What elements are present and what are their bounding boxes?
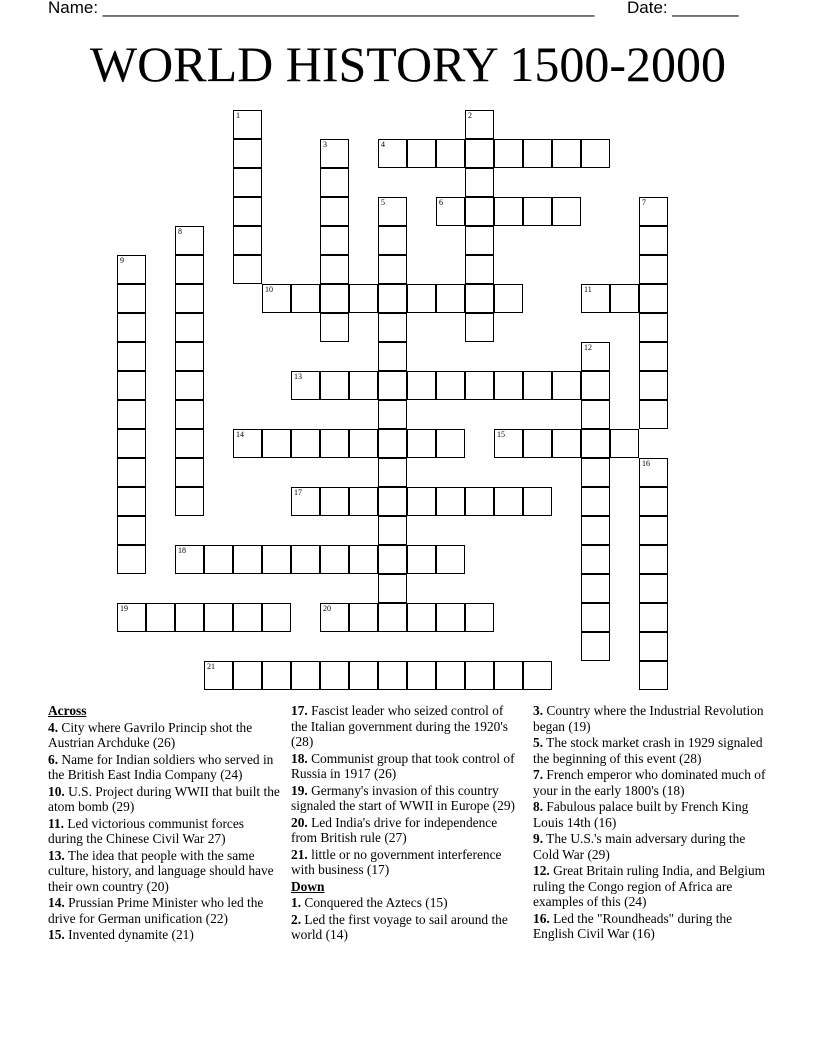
grid-cell[interactable]	[378, 255, 407, 284]
grid-cell[interactable]	[175, 429, 204, 458]
clue-down-7	[533, 767, 769, 798]
across-heading: Across	[48, 703, 87, 718]
grid-cell[interactable]	[494, 487, 523, 516]
grid-cell[interactable]	[465, 371, 494, 400]
clue-text: The idea that people with the same culture, history, and language should have their own country (20)	[48, 847, 274, 894]
clue-number-label: 17	[294, 488, 302, 497]
grid-cell[interactable]	[233, 603, 262, 632]
grid-cell[interactable]	[639, 313, 668, 342]
grid-cell[interactable]	[465, 197, 494, 226]
date-field-label: Date: _______	[627, 0, 739, 17]
grid-cell[interactable]	[639, 400, 668, 429]
grid-cell[interactable]	[117, 458, 146, 487]
name-field-label: Name: ____________________________________________________	[48, 0, 595, 17]
clue-down-8	[533, 799, 769, 830]
grid-cell[interactable]	[117, 487, 146, 516]
page-title: WORLD HISTORY 1500-2000	[89, 36, 727, 92]
grid-cell[interactable]	[204, 603, 233, 632]
clue-text: Country where the Industrial Revolution began (19)	[533, 703, 764, 734]
clue-number-label: 5	[381, 198, 385, 207]
grid-cell[interactable]	[349, 371, 378, 400]
grid-cell[interactable]	[349, 487, 378, 516]
clue-across-6	[48, 752, 280, 783]
clues-column-2	[291, 702, 523, 943]
clue-down-5	[533, 735, 769, 766]
grid-cell[interactable]	[320, 197, 349, 226]
grid-cell[interactable]	[117, 429, 146, 458]
grid-cell[interactable]	[639, 487, 668, 516]
grid-cell[interactable]	[407, 487, 436, 516]
grid-cell[interactable]	[320, 255, 349, 284]
grid-cell[interactable]	[349, 284, 378, 313]
grid-cell[interactable]	[581, 139, 610, 168]
clue-text: Fascist leader who seized control of the Italian government during the 1920's (28)	[291, 703, 508, 749]
grid-cell[interactable]	[262, 284, 291, 313]
clue-across-10	[48, 784, 280, 815]
clue-number-label: 3	[323, 140, 327, 149]
grid-cell[interactable]	[175, 226, 204, 255]
clue-down-1	[291, 895, 523, 911]
grid-cell[interactable]	[465, 487, 494, 516]
clues-column-1	[48, 702, 280, 943]
clue-number-label: 8	[178, 227, 182, 236]
grid-cell[interactable]	[175, 487, 204, 516]
grid-cell[interactable]	[494, 429, 523, 458]
grid-cell[interactable]	[349, 603, 378, 632]
grid-cell[interactable]	[378, 574, 407, 603]
grid-cell[interactable]	[349, 661, 378, 690]
grid-cell[interactable]	[320, 545, 349, 574]
clue-across-19	[291, 783, 523, 814]
grid-cell[interactable]	[639, 516, 668, 545]
grid-cell[interactable]	[320, 371, 349, 400]
grid-cell[interactable]	[639, 603, 668, 632]
grid-cell[interactable]	[291, 429, 320, 458]
clue-down-2	[291, 912, 523, 943]
grid-cell[interactable]	[262, 429, 291, 458]
grid-cell[interactable]	[320, 429, 349, 458]
clues-column-3	[533, 702, 769, 942]
grid-cell[interactable]	[465, 255, 494, 284]
clue-text: Led India's drive for independence from British rule (27)	[291, 814, 498, 845]
clue-text: The U.S.'s main adversary during the Cold War (29)	[533, 831, 746, 862]
grid-cell[interactable]	[378, 313, 407, 342]
grid-cell[interactable]	[378, 458, 407, 487]
grid-cell[interactable]	[581, 574, 610, 603]
clue-number-label: 19	[120, 604, 128, 613]
clue-down-9	[533, 831, 769, 862]
grid-cell[interactable]	[175, 313, 204, 342]
clue-number: 18.	[291, 750, 308, 766]
grid-cell[interactable]	[175, 284, 204, 313]
grid-cell[interactable]	[262, 603, 291, 632]
grid-cell[interactable]	[465, 661, 494, 690]
grid-cell[interactable]	[465, 313, 494, 342]
grid-cell[interactable]	[378, 139, 407, 168]
clue-number-label: 18	[178, 546, 186, 555]
clue-text: Name for Indian soldiers who served in the British East India Company (24)	[48, 751, 274, 782]
grid-cell[interactable]	[291, 371, 320, 400]
grid-cell[interactable]	[349, 545, 378, 574]
grid-cell[interactable]	[494, 371, 523, 400]
clue-down-3	[533, 703, 769, 734]
clue-text: U.S. Project during WWII that built the atom bomb (29)	[48, 783, 280, 814]
grid-cell[interactable]	[639, 458, 668, 487]
grid-cell[interactable]	[581, 603, 610, 632]
grid-cell[interactable]	[117, 545, 146, 574]
clue-number: 7.	[533, 767, 544, 782]
clue-number-label: 15	[497, 430, 505, 439]
grid-cell[interactable]	[291, 487, 320, 516]
clue-number-label: 11	[584, 285, 592, 294]
clue-text: Prussian Prime Minister who led the drive for German unification (22)	[48, 895, 264, 926]
grid-cell[interactable]	[320, 487, 349, 516]
clue-number-label: 20	[323, 604, 331, 613]
clue-number-label: 14	[236, 430, 244, 439]
grid-cell[interactable]	[117, 284, 146, 313]
grid-cell[interactable]	[407, 371, 436, 400]
grid-cell[interactable]	[639, 342, 668, 371]
clue-across-18	[291, 751, 523, 782]
grid-cell[interactable]	[175, 371, 204, 400]
clue-across-17	[291, 703, 523, 750]
grid-cell[interactable]	[436, 487, 465, 516]
clue-text: The stock market crash in 1929 signaled the beginning of this event (28)	[533, 735, 763, 766]
grid-cell[interactable]	[552, 429, 581, 458]
grid-cell[interactable]	[378, 429, 407, 458]
grid-cell[interactable]	[175, 603, 204, 632]
grid-cell[interactable]	[291, 545, 320, 574]
grid-cell[interactable]	[465, 139, 494, 168]
clue-number: 19.	[291, 782, 308, 798]
grid-cell[interactable]	[175, 255, 204, 284]
grid-cell[interactable]	[378, 545, 407, 574]
grid-cell[interactable]	[465, 226, 494, 255]
grid-cell[interactable]	[233, 226, 262, 255]
clue-text: Conquered the Aztecs (15)	[304, 895, 448, 910]
clue-number-label: 13	[294, 372, 302, 381]
grid-cell[interactable]	[436, 284, 465, 313]
grid-cell[interactable]	[233, 139, 262, 168]
clue-number-label: 6	[439, 198, 443, 207]
clue-number: 3.	[533, 703, 544, 718]
clue-text: Led the first voyage to sail around the world (14)	[291, 911, 508, 942]
grid-cell[interactable]	[233, 545, 262, 574]
clue-number-label: 2	[468, 111, 472, 120]
clue-across-15	[48, 927, 280, 943]
clue-text: City where Gavrilo Princip shot the Austrian Archduke (26)	[48, 719, 253, 750]
clue-number-label: 4	[381, 140, 385, 149]
clue-across-21	[291, 847, 523, 878]
clue-number-label: 21	[207, 662, 215, 671]
grid-cell[interactable]	[523, 487, 552, 516]
grid-cell[interactable]	[233, 429, 262, 458]
grid-cell[interactable]	[581, 284, 610, 313]
clue-down-16	[533, 911, 769, 942]
grid-cell[interactable]	[581, 458, 610, 487]
grid-cell[interactable]	[581, 487, 610, 516]
grid-cell[interactable]	[320, 603, 349, 632]
clue-number-label: 9	[120, 256, 124, 265]
grid-cell[interactable]	[378, 661, 407, 690]
grid-cell[interactable]	[436, 661, 465, 690]
clue-number: 5.	[533, 735, 544, 750]
grid-cell[interactable]	[291, 284, 320, 313]
grid-cell[interactable]	[175, 545, 204, 574]
grid-cell[interactable]	[494, 284, 523, 313]
clue-text: Led the "Roundheads" during the English Civil War (16)	[533, 910, 733, 941]
grid-cell[interactable]	[262, 661, 291, 690]
grid-cell[interactable]	[581, 516, 610, 545]
grid-cell[interactable]	[378, 342, 407, 371]
grid-cell[interactable]	[639, 574, 668, 603]
clue-text: little or no government interference with business (17)	[291, 846, 502, 877]
grid-cell[interactable]	[523, 197, 552, 226]
grid-cell[interactable]	[581, 429, 610, 458]
grid-cell[interactable]	[378, 371, 407, 400]
grid-cell[interactable]	[552, 371, 581, 400]
clue-number: 13.	[48, 847, 65, 863]
grid-cell[interactable]	[175, 458, 204, 487]
grid-cell[interactable]	[378, 603, 407, 632]
clue-number: 4.	[48, 719, 59, 735]
clue-number: 9.	[533, 831, 544, 846]
clue-down-12	[533, 863, 769, 910]
clue-text: Germany's invasion of this country signaled the start of WWII in Europe (29)	[291, 782, 515, 813]
grid-cell[interactable]	[639, 255, 668, 284]
grid-cell[interactable]	[378, 487, 407, 516]
grid-cell[interactable]	[378, 197, 407, 226]
grid-cell[interactable]	[320, 284, 349, 313]
clue-number-label: 7	[642, 198, 646, 207]
clue-text: Led victorious communist forces during the Chinese Civil War 27)	[48, 815, 245, 846]
clue-across-13	[48, 848, 280, 895]
grid-cell[interactable]	[117, 516, 146, 545]
grid-cell[interactable]	[146, 603, 175, 632]
grid-cell[interactable]	[233, 197, 262, 226]
clue-number-label: 12	[584, 343, 592, 352]
grid-cell[interactable]	[204, 545, 233, 574]
grid-cell[interactable]	[407, 429, 436, 458]
grid-cell[interactable]	[320, 313, 349, 342]
grid-cell[interactable]	[407, 545, 436, 574]
clue-across-14	[48, 895, 280, 926]
clue-number: 6.	[48, 751, 59, 767]
grid-cell[interactable]	[320, 168, 349, 197]
grid-cell[interactable]	[581, 545, 610, 574]
grid-cell[interactable]	[639, 371, 668, 400]
grid-cell[interactable]	[204, 661, 233, 690]
grid-cell[interactable]	[117, 342, 146, 371]
grid-cell[interactable]	[610, 429, 639, 458]
clue-number: 10.	[48, 783, 65, 799]
clue-text: Fabulous palace built by French King Louis 14th (16)	[533, 799, 749, 830]
clue-number: 21.	[291, 846, 308, 862]
grid-cell[interactable]	[378, 400, 407, 429]
grid-cell[interactable]	[465, 168, 494, 197]
grid-cell[interactable]	[175, 342, 204, 371]
grid-cell[interactable]	[581, 371, 610, 400]
grid-cell[interactable]	[552, 197, 581, 226]
grid-cell[interactable]	[639, 632, 668, 661]
grid-cell[interactable]	[233, 110, 262, 139]
grid-cell[interactable]	[552, 139, 581, 168]
grid-cell[interactable]	[465, 110, 494, 139]
clue-number: 16.	[533, 910, 550, 926]
grid-cell[interactable]	[436, 603, 465, 632]
grid-cell[interactable]	[436, 371, 465, 400]
clue-across-11	[48, 816, 280, 847]
grid-cell[interactable]	[523, 371, 552, 400]
grid-cell[interactable]	[378, 516, 407, 545]
grid-cell[interactable]	[320, 139, 349, 168]
grid-cell[interactable]	[465, 284, 494, 313]
grid-cell[interactable]	[320, 226, 349, 255]
clue-text: Great Britain ruling India, and Belgium ruling the Congo region of Africa are examples of this (24)	[533, 863, 766, 909]
grid-cell[interactable]	[117, 603, 146, 632]
clue-number: 1.	[291, 895, 302, 910]
grid-cell[interactable]	[233, 168, 262, 197]
grid-cell[interactable]	[320, 661, 349, 690]
grid-cell[interactable]	[523, 429, 552, 458]
grid-cell[interactable]	[233, 661, 262, 690]
grid-cell[interactable]	[639, 284, 668, 313]
grid-cell[interactable]	[117, 313, 146, 342]
clue-number: 14.	[48, 895, 65, 910]
grid-cell[interactable]	[233, 255, 262, 284]
grid-cell[interactable]	[436, 139, 465, 168]
grid-cell[interactable]	[581, 342, 610, 371]
clue-number-label: 16	[642, 459, 650, 468]
clue-text: Communist group that took control of Russia in 1917 (26)	[291, 750, 515, 781]
grid-cell[interactable]	[117, 400, 146, 429]
clue-number: 8.	[533, 799, 544, 814]
grid-cell[interactable]	[117, 371, 146, 400]
down-heading: Down	[291, 878, 325, 894]
clue-across-20	[291, 815, 523, 846]
grid-cell[interactable]	[639, 197, 668, 226]
grid-cell[interactable]	[378, 226, 407, 255]
grid-cell[interactable]	[581, 400, 610, 429]
grid-cell[interactable]	[639, 226, 668, 255]
grid-cell[interactable]	[436, 197, 465, 226]
grid-cell[interactable]	[175, 400, 204, 429]
clue-text: French emperor who dominated much of your in the early 1800's (18)	[533, 767, 766, 798]
clue-number-label: 1	[236, 111, 240, 120]
clue-number: 15.	[48, 927, 65, 942]
grid-cell[interactable]	[436, 545, 465, 574]
grid-cell[interactable]	[407, 661, 436, 690]
grid-cell[interactable]	[291, 661, 320, 690]
grid-cell[interactable]	[494, 197, 523, 226]
grid-cell[interactable]	[465, 603, 494, 632]
grid-cell[interactable]	[407, 603, 436, 632]
clue-number: 11.	[48, 815, 64, 831]
grid-cell[interactable]	[494, 661, 523, 690]
grid-cell[interactable]	[349, 429, 378, 458]
grid-cell[interactable]	[407, 139, 436, 168]
clue-number: 2.	[291, 911, 302, 927]
grid-cell[interactable]	[523, 139, 552, 168]
clue-number-label: 10	[265, 285, 273, 294]
grid-cell[interactable]	[639, 545, 668, 574]
grid-cell[interactable]	[117, 255, 146, 284]
clue-text: Invented dynamite (21)	[68, 927, 194, 942]
grid-cell[interactable]	[262, 545, 291, 574]
clue-number: 20.	[291, 814, 308, 830]
clue-number: 12.	[533, 863, 550, 878]
clue-number: 17.	[291, 703, 308, 718]
grid-cell[interactable]	[639, 661, 668, 690]
grid-cell[interactable]	[436, 429, 465, 458]
grid-cell[interactable]	[523, 661, 552, 690]
grid-cell[interactable]	[610, 284, 639, 313]
clue-across-4	[48, 720, 280, 751]
grid-cell[interactable]	[581, 632, 610, 661]
grid-cell[interactable]	[407, 284, 436, 313]
grid-cell[interactable]	[378, 284, 407, 313]
grid-cell[interactable]	[494, 139, 523, 168]
